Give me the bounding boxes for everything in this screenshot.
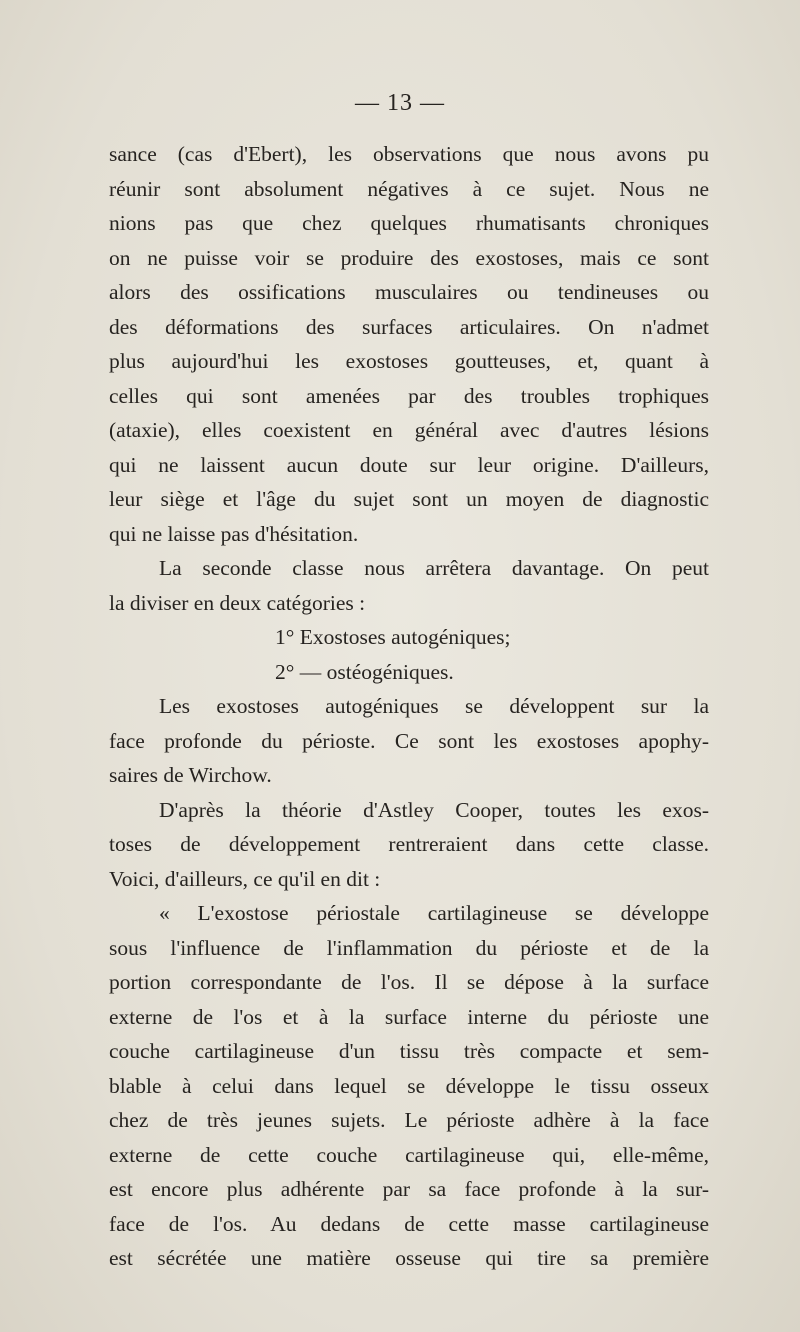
text-line: face profonde du périoste. Ce sont les exostoses apophy- (109, 728, 709, 753)
text-line: externe de l'os et à la surface interne du périoste une (109, 1004, 709, 1029)
list-item: 1° Exostoses autogéniques; (275, 625, 511, 649)
text-line: blable à celui dans lequel se développe le tissu osseux (109, 1073, 709, 1098)
text-line: celles qui sont amenées par des troubles trophiques (109, 383, 709, 408)
text-line: portion correspondante de l'os. Il se dépose à la surface (109, 970, 709, 994)
text-line: est encore plus adhérente par sa face profonde à la sur- (109, 1177, 709, 1201)
text-line: toses de développement rentreraient dans cette classe. (109, 832, 709, 856)
text-line: qui ne laisse pas d'hésitation. (109, 521, 359, 546)
text-line: réunir sont absolument négatives à ce sujet. Nous ne (109, 176, 709, 201)
text-line: sous l'influence de l'inflammation du périoste et de la (109, 935, 709, 960)
text-line: nions pas que chez quelques rhumatisants chroniques (109, 211, 709, 235)
text-line: « L'exostose périostale cartilagineuse se développe (159, 901, 709, 925)
text-line: est sécrétée une matière osseuse qui tire sa première (109, 1246, 709, 1270)
text-line: alors des ossifications musculaires ou tendineuses ou (109, 280, 709, 304)
text-line: face de l'os. Au dedans de cette masse cartilagineuse (109, 1211, 709, 1236)
text-line: D'après la théorie d'Astley Cooper, toutes les exos- (159, 797, 709, 822)
text-line: la diviser en deux catégories : (109, 590, 366, 615)
list-item: 2° — ostéogéniques. (275, 659, 454, 684)
text-line: couche cartilagineuse d'un tissu très compacte et sem- (109, 1039, 709, 1063)
page-number: — 13 — (355, 90, 445, 116)
text-line: sance (cas d'Ebert), les observations que nous avons pu (109, 142, 709, 166)
text-line: leur siège et l'âge du sujet sont un moyen de diagnostic (109, 487, 709, 511)
body-text (109, 137, 709, 1276)
text-line: plus aujourd'hui les exostoses goutteuses, et, quant à (109, 349, 709, 373)
text-line: saires de Wirchow. (109, 763, 272, 787)
text-line: (ataxie), elles coexistent en général avec d'autres lésions (109, 418, 709, 442)
text-line: Voici, d'ailleurs, ce qu'il en dit : (109, 866, 381, 891)
text-line: des déformations des surfaces articulaires. On n'admet (109, 314, 709, 339)
text-line: qui ne laissent aucun doute sur leur origine. D'ailleurs, (109, 452, 709, 477)
text-line: chez de très jeunes sujets. Le périoste adhère à la face (109, 1108, 709, 1132)
text-line: externe de cette couche cartilagineuse qui, elle-même, (109, 1142, 709, 1167)
text-line: La seconde classe nous arrêtera davantage. On peut (159, 556, 709, 580)
text-line: on ne puisse voir se produire des exostoses, mais ce sont (109, 245, 709, 270)
text-line: Les exostoses autogéniques se développent sur la (159, 694, 709, 718)
